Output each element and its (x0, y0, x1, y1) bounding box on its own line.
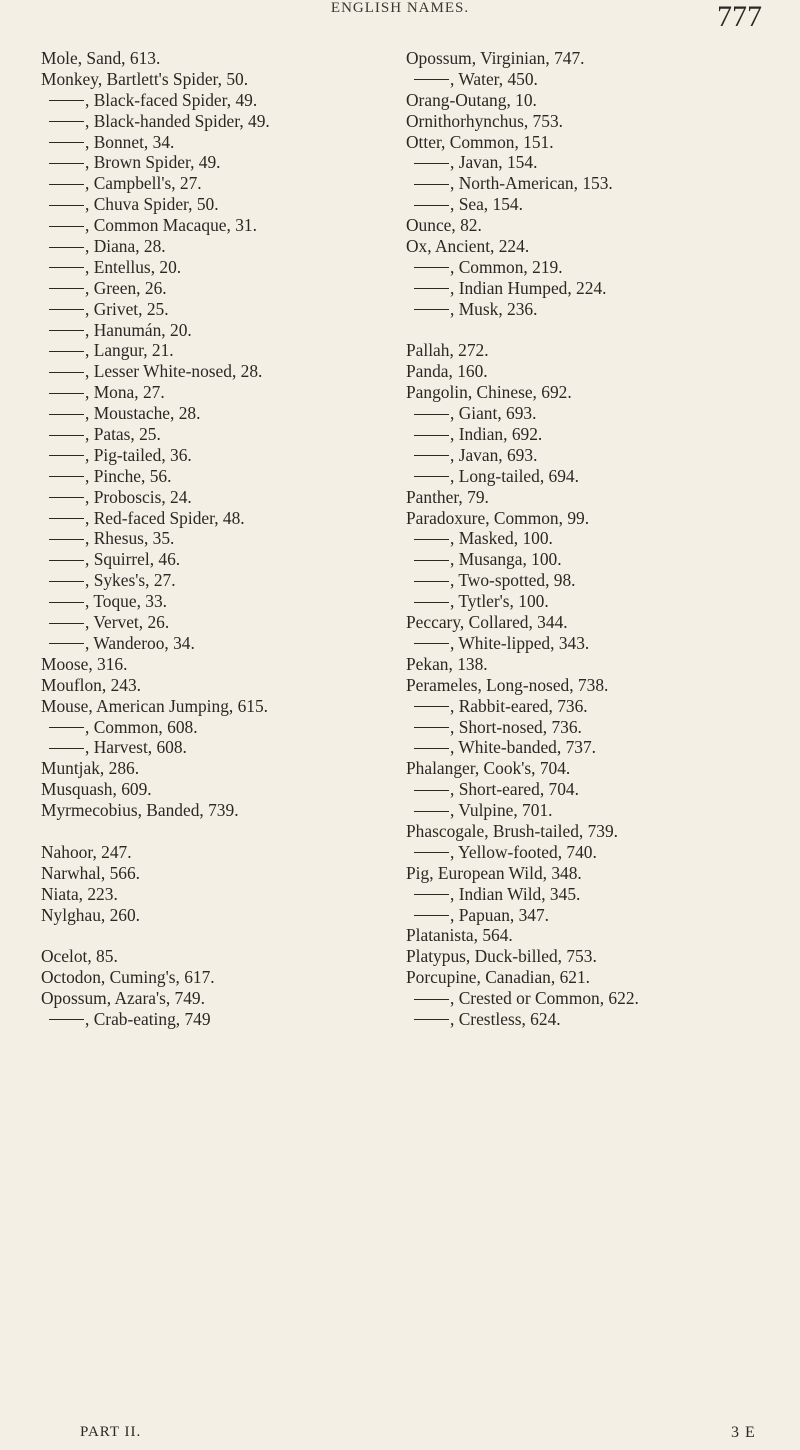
section-gap (406, 320, 796, 341)
index-entry: Pig, European Wild, 348. (406, 862, 582, 883)
index-subentry: , Black-faced Spider, 49. (41, 90, 391, 111)
index-entry: Panda, 160. (406, 361, 488, 382)
index-entry: Pangolin, Chinese, 692. (406, 382, 572, 403)
index-entry: Octodon, Cuming's, 617. (41, 967, 215, 988)
index-entry: Paradoxure, Common, 99. (406, 507, 590, 528)
index-entry: Niata, 223. (41, 883, 118, 904)
index-subentry: , Sea, 154. (406, 194, 796, 215)
index-entry: Orang-Outang, 10. (406, 89, 537, 110)
index-entry: Mole, Sand, 613. (41, 48, 161, 68)
index-subentry: , Common Macaque, 31. (41, 215, 391, 236)
index-column-left (41, 48, 391, 1030)
index-subentry: , Moustache, 28. (41, 403, 391, 424)
index-entry: Peccary, Collared, 344. (406, 612, 568, 633)
index-subentry: , Water, 450. (406, 69, 796, 90)
index-entry: Panther, 79. (406, 486, 489, 507)
index-entry: Opossum, Virginian, 747. (406, 48, 585, 68)
index-entry: Ornithorhynchus, 753. (406, 110, 563, 131)
index-entry: Pallah, 272. (406, 340, 489, 361)
index-subentry: , Papuan, 347. (406, 905, 796, 926)
index-entry: Porcupine, Canadian, 621. (406, 967, 591, 988)
index-subentry: , Rabbit-eared, 736. (406, 696, 796, 717)
index-entry: Phascogale, Brush-tailed, 739. (406, 820, 619, 841)
index-subentry: , Wanderoo, 34. (41, 633, 391, 654)
index-entry: Nahoor, 247. (41, 841, 132, 862)
index-entry: Mouse, American Jumping, 615. (41, 695, 269, 716)
index-subentry: , Lesser White-nosed, 28. (41, 361, 391, 382)
index-subentry: , Two-spotted, 98. (406, 570, 796, 591)
index-subentry: , Crestless, 624. (406, 1009, 796, 1030)
index-subentry: , Pinche, 56. (41, 466, 391, 487)
index-subentry: , Green, 26. (41, 278, 391, 299)
index-entry: Moose, 316. (41, 653, 128, 674)
index-subentry: , Campbell's, 27. (41, 173, 391, 194)
index-subentry: , Pig-tailed, 36. (41, 445, 391, 466)
index-subentry: , Long-tailed, 694. (406, 466, 796, 487)
page-number: 777 (717, 0, 762, 33)
index-entry: Mouflon, 243. (41, 674, 141, 695)
index-subentry: , Proboscis, 24. (41, 487, 391, 508)
index-subentry: , Crab-eating, 749 (41, 1009, 391, 1030)
index-entry: Monkey, Bartlett's Spider, 50. (41, 68, 249, 89)
index-entry: Pekan, 138. (406, 653, 488, 674)
section-gap (41, 821, 391, 842)
index-subentry: , Giant, 693. (406, 403, 796, 424)
index-entry: Ounce, 82. (406, 215, 482, 236)
index-column-right (406, 48, 796, 1030)
index-entry: Nylghau, 260. (41, 904, 141, 925)
index-subentry: , Chuva Spider, 50. (41, 194, 391, 215)
index-subentry: , North-American, 153. (406, 173, 796, 194)
index-subentry: , Langur, 21. (41, 340, 391, 361)
index-subentry: , Short-eared, 704. (406, 779, 796, 800)
index-subentry: , Javan, 693. (406, 445, 796, 466)
index-subentry: , Red-faced Spider, 48. (41, 508, 391, 529)
index-subentry: , Hanumán, 20. (41, 320, 391, 341)
index-entry: Musquash, 609. (41, 779, 152, 800)
index-subentry: , Entellus, 20. (41, 257, 391, 278)
index-entry: Ocelot, 85. (41, 946, 118, 967)
index-subentry: , Crested or Common, 622. (406, 988, 796, 1009)
index-subentry: , Indian, 692. (406, 424, 796, 445)
index-subentry: , Sykes's, 27. (41, 570, 391, 591)
index-subentry: , Vervet, 26. (41, 612, 391, 633)
index-subentry: , Bonnet, 34. (41, 132, 391, 153)
index-subentry: , Squirrel, 46. (41, 549, 391, 570)
index-subentry: , Short-nosed, 736. (406, 717, 796, 738)
running-head: ENGLISH NAMES. (330, 0, 470, 16)
index-entry: Ox, Ancient, 224. (406, 236, 530, 257)
index-subentry: , Yellow-footed, 740. (406, 842, 796, 863)
index-entry: Otter, Common, 151. (406, 131, 554, 152)
index-subentry: , Patas, 25. (41, 424, 391, 445)
index-subentry: , White-lipped, 343. (406, 633, 796, 654)
index-subentry: , Rhesus, 35. (41, 528, 391, 549)
index-subentry: , Masked, 100. (406, 528, 796, 549)
index-entry: Opossum, Azara's, 749. (41, 988, 205, 1009)
index-subentry: , Harvest, 608. (41, 737, 391, 758)
index-entry: Muntjak, 286. (41, 758, 140, 779)
index-subentry: , Javan, 154. (406, 152, 796, 173)
index-entry: Myrmecobius, Banded, 739. (41, 800, 239, 821)
index-entry: Narwhal, 566. (41, 862, 141, 883)
index-entry: Perameles, Long-nosed, 738. (406, 674, 609, 695)
signature-mark: 3 E (731, 1424, 756, 1441)
index-subentry: , Common, 219. (406, 257, 796, 278)
index-subentry: , White-banded, 737. (406, 737, 796, 758)
index-subentry: , Indian Wild, 345. (406, 884, 796, 905)
index-entry: Phalanger, Cook's, 704. (406, 758, 571, 779)
index-subentry: , Tytler's, 100. (406, 591, 796, 612)
index-entry: Platanista, 564. (406, 925, 513, 946)
section-gap (41, 925, 391, 946)
index-subentry: , Diana, 28. (41, 236, 391, 257)
index-subentry: , Black-handed Spider, 49. (41, 111, 391, 132)
index-subentry: , Vulpine, 701. (406, 800, 796, 821)
index-subentry: , Indian Humped, 224. (406, 278, 796, 299)
index-entry: Platypus, Duck-billed, 753. (406, 946, 597, 967)
index-subentry: , Mona, 27. (41, 382, 391, 403)
index-subentry: , Common, 608. (41, 717, 391, 738)
index-subentry: , Musk, 236. (406, 299, 796, 320)
index-subentry: , Toque, 33. (41, 591, 391, 612)
index-subentry: , Grivet, 25. (41, 299, 391, 320)
index-subentry: , Brown Spider, 49. (41, 152, 391, 173)
index-subentry: , Musanga, 100. (406, 549, 796, 570)
part-label: PART II. (80, 1424, 142, 1440)
